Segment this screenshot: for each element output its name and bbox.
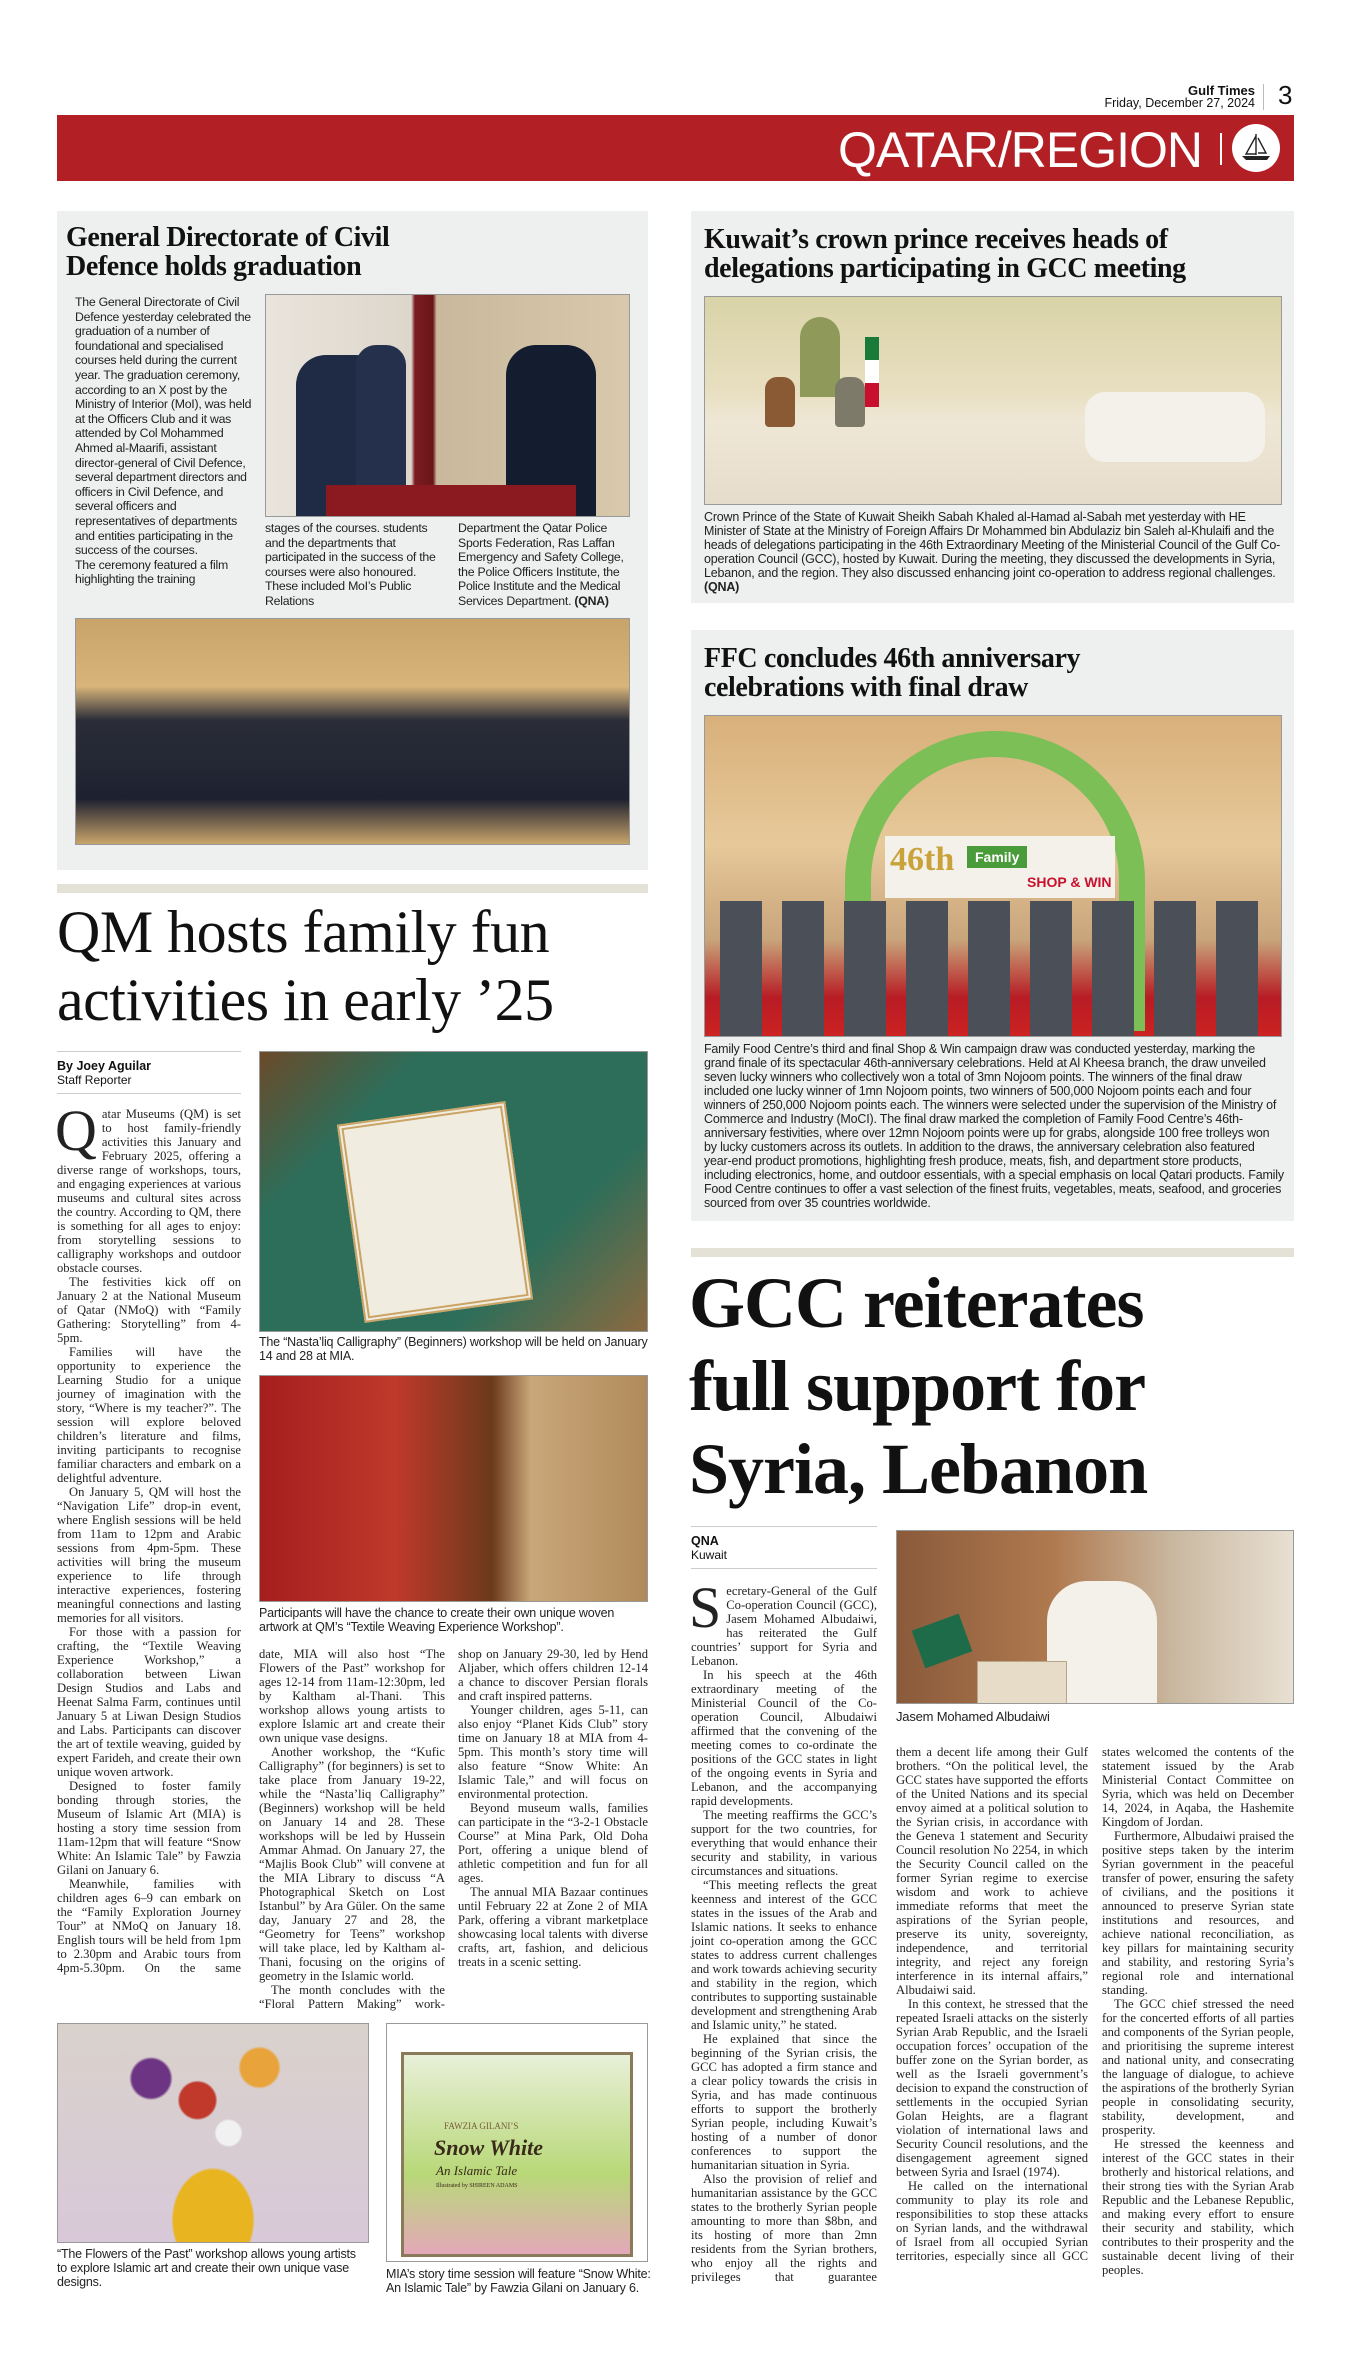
paragraph: Furthermore, Albudaiwi praised the positive steps taken by the interim Syrian government in the peaceful transfer of power, ensuring the safety of civilians, and the positions it announced to preserve Syrian state institutions and resources, and achieve national reconciliation, as key pillars for maintaining security and stability, and restoring Syria’s regional role and international standing. xyxy=(1102,1829,1294,1997)
news-agency-credit: (QNA) xyxy=(574,593,609,608)
paragraph: shop on January 29-30, led by Hend Aljaber, which offers children 12-14 a chance to discover Persian florals and craft inspired patterns. xyxy=(458,1647,648,1703)
book-illustrator: Illustrated by SHIREEN ADAMS xyxy=(436,2183,518,2189)
qm-col2 xyxy=(259,1647,445,2011)
qm-headline xyxy=(57,898,554,1034)
paragraph: Also the provision of relief and humanitarian assistance by the GCC states to the brotherly Syrian people amounting to more than $8bn, and its hosting of more than 2mn residents from the Syrian brothers, who enjoy all the rights and privileges that guarantee xyxy=(691,2172,877,2284)
kuwait-article xyxy=(691,211,1294,603)
issue-date: Friday, December 27, 2024 xyxy=(1104,96,1255,110)
graduation-handshake-photo xyxy=(265,294,630,517)
body-text: Department the Qatar Police Sports Federation, Ras Laffan Emergency and Safety College, the Police Officers Institute, the Police Institute and the Medical Services Department. xyxy=(458,521,624,608)
ffc-caption: Family Food Centre’s third and final Shop & Win campaign draw was conducted yesterday, marking the grand finale of its spectacular 46th-anniversary celebrations. Held at Al Kheesa branch, the draw unveiled seven lucky winners who collectively won a total of 3mn Nojoom points. The winners of the final draw included one lucky winner of 1mn Nojoom points, two winners of 500,000 Nojoom points each and four winners of 250,000 Nojoom points each. The winners were selected under the supervision of the Ministry of Commerce and Industry (MoCI). The final draw marked the completion of Family Food Centre’s 46th-anniversary festivities, where over 12mn Nojoom points were up for grabs, alongside 100 free trolleys won by lucky customers across its outlets. In addition to the draws, the anniversary celebration also featured year-end product promotions, highlighting fresh produce, meats, fish, and department store products, including electronics, home, and outdoor essentials, with a special emphasis on local Qatari products. Family Food Centre continues to offer a vast selection of the finest fruits, vegetables, meats, seafood, and groceries sourced from over 35 countries worldwide. xyxy=(704,1042,1284,1210)
crown-prince-meeting-photo xyxy=(704,296,1282,505)
paragraph: The GCC chief stressed the need for the concerted efforts of all parties and components of the Syrian people, and prioritising the supreme interest and national unity, and consecrating the language of dialogue, to achieve the aspirations of the brotherly Syrian people in consolidating security, stability, development, and prosperity. xyxy=(1102,1997,1294,2137)
banner-divider xyxy=(1220,133,1222,165)
civil-defence-col2: stages of the courses. students and the departments that participated in the success of the courses were also honoured. These included MoI’s Public Relations xyxy=(265,521,436,608)
paragraph: The annual MIA Bazaar continues until February 22 at Zone 2 of MIA Park, offering a vibrant marketplace showcasing local talents with diverse crafts, art, fashion, and delicious treats in a scenic setting. xyxy=(458,1885,648,1969)
headline-line: full support for xyxy=(689,1346,1146,1426)
paragraph: Younger children, ages 5-11, can also enjoy “Planet Kids Club” story time on January 18 at MIA from 4-5pm. This month’s story time will also feature “Snow White: An Islamic Tale,” and will focus on environmental protection. xyxy=(458,1703,648,1801)
paragraph: He called on the international community to play its role and responsibilities to stop these attacks on Syrian lands, and the withdrawal of Israel from all occupied Syrian territories, especially since all GCC xyxy=(896,2179,1088,2263)
headline-line: FFC concludes 46th anniversary xyxy=(704,643,1081,674)
news-agency: QNA xyxy=(691,1534,719,1548)
sign-46th: 46th xyxy=(890,841,955,878)
book-title: Snow White xyxy=(434,2135,544,2160)
news-agency-credit: (QNA) xyxy=(704,580,740,594)
flowers-caption: “The Flowers of the Past” workshop allows young artists to explore Islamic art and create their own unique vase designs. xyxy=(57,2247,356,2289)
sign-family: Family xyxy=(967,846,1027,868)
paragraph: The festivities kick off on January 2 at the National Museum of Qatar (NMoQ) with “Family Gathering: Storytelling” from 4-5pm. xyxy=(57,1275,241,1345)
drop-cap: S xyxy=(689,1575,722,1640)
ffc-article xyxy=(691,630,1294,1221)
paragraph: Families will have the opportunity to experience the Learning Studio for a unique journey of imagination with the story, “Where is my teacher?”. The session will explore beloved children’s literature and films, inviting participants to recognise familiar characters and embark on a delightful adventure. xyxy=(57,1345,241,1485)
dateline: Kuwait xyxy=(691,1548,728,1562)
gcc-col2 xyxy=(896,1745,1088,2263)
headline-line: activities in early ’25 xyxy=(57,967,554,1033)
paragraph: He stressed the keenness and interest of the GCC states in their brotherly and historical relations, and their strong ties with the Syrian Arab Republic and the Lebanese Republic, and making every effort to ensure their security and stability, which contributes to their prosperity and the sustainable decent living of their peoples. xyxy=(1102,2137,1294,2277)
qm-byline xyxy=(57,1051,241,1094)
paragraph: The meeting reaffirms the GCC’s support for the two countries, for everything that would enhance their security and stability, in various circumstances and situations. xyxy=(691,1808,877,1878)
paragraph: He explained that since the beginning of the Syrian crisis, the GCC has adopted a firm stance and a clear policy towards the crisis in Syria, and has made continuous efforts to support the brotherly Syrian people, including Kuwait’s hosting of a number of donor conferences to support the humanitarian situation in Syria. xyxy=(691,2032,877,2172)
gcc-byline xyxy=(691,1526,877,1569)
masthead-divider xyxy=(1263,84,1264,110)
paragraph: ecretary-General of the Gulf Co-operation Council (GCC), Jasem Mohamed Albudaiwi, has reiterated the Gulf countries’ support for Syria and Lebanon. xyxy=(691,1584,877,1668)
headline-line: Defence holds graduation xyxy=(66,251,362,282)
civil-defence-headline xyxy=(66,223,389,281)
headline-line: Kuwait’s crown prince receives heads of xyxy=(704,224,1168,255)
section-rule xyxy=(691,1248,1294,1257)
paragraph: Another workshop, the “Kufic Calligraphy” (for beginners) is set to take place from January 19-22, while the “Nasta’liq Calligraphy” (Beginners) workshop will be held on January 14 and 28. These workshops will be led by Hussein Ammar Ahmad. On January 27, the “Majlis Book Club” will convene at the MIA Library to discuss “A Photographical Sketch on Lost Istanbul” by Ara Güler. On the same day, January 27 and 28, the “Geometry for Teens” workshop will take place, led by Kaltham al-Thani, focusing on the origins of geometry in the Islamic world. xyxy=(259,1745,445,1983)
qm-col3 xyxy=(458,1647,648,1969)
snow-white-caption: MIA’s story time session will feature “Snow White: An Islamic Tale” by Fawzia Gilani on January 6. xyxy=(386,2267,651,2295)
paragraph: states welcomed the contents of the statement issued by the Arab Ministerial Contact Committee on Syria, which was held on December 14, 2024, in Aqaba, the Hashemite Kingdom of Jordan. xyxy=(1102,1745,1294,1829)
paragraph: On January 5, QM will host the “Navigation Life” drop-in event, where English sessions will be held from 11am to 12pm and Arabic sessions from 4pm-5pm. These activities will bring the museum experience to life through interactive experiences, fostering meaningful connections and lasting memories for all visitors. xyxy=(57,1485,241,1625)
graduation-auditorium-photo xyxy=(75,618,630,845)
section-rule xyxy=(57,884,648,893)
headline-line: General Directorate of Civil xyxy=(66,222,390,253)
paragraph: date, MIA will also host “The Flowers of the Past” workshop for ages 12-14 from 11am-12:30pm, led by Kaltham al-Thani. This workshop allows young artists to explore Islamic art and create their own unique vase designs. xyxy=(259,1647,445,1745)
ffc-headline xyxy=(704,644,1080,702)
headline-line: delegations participating in GCC meeting xyxy=(704,253,1186,284)
calligraphy-caption: The “Nasta’liq Calligraphy” (Beginners) workshop will be held on January 14 and 28 at MIA. xyxy=(259,1335,648,1363)
paragraph: Meanwhile, families with children ages 6–9 can embark on the “Family Exploration Journey Tour” at NMoQ on January 18. English tours will be held from 1pm to 2.30pm and Arabic tours from 4pm-5.30pm. On the same xyxy=(57,1877,241,1975)
textile-caption: Participants will have the chance to create their own unique woven artwork at QM’s “Textile Weaving Experience Workshop”. xyxy=(259,1606,615,1634)
people-group xyxy=(720,901,1270,1037)
qm-col1 xyxy=(55,1098,241,1975)
book-subtitle: An Islamic Tale xyxy=(436,2163,518,2178)
body-text: The ceremony featured a film highlighting the training xyxy=(75,557,228,587)
masthead xyxy=(1104,84,1255,110)
headline-line: QM hosts family fun xyxy=(57,899,550,965)
section-title: QATAR/REGION xyxy=(838,122,1202,178)
dhow-icon xyxy=(1232,124,1280,172)
newspaper-name: Gulf Times xyxy=(1188,83,1255,98)
paragraph: “This meeting reflects the great keenness and interest of the GCC states in the issues of the Arab and Islamic nations. It seeks to enhance joint co-operation among the GCC states to address current challenges and work towards achieving security and stability in the region, which contributes to supporting sustainable development and strengthening Arab and Islamic unity,” he stated. xyxy=(691,1878,877,2032)
civil-defence-col3 xyxy=(458,521,634,609)
drop-cap: Q xyxy=(55,1098,97,1163)
headline-line: Syria, Lebanon xyxy=(689,1429,1148,1509)
paragraph: atar Museums (QM) is set to host family-friendly activities this January and February 2025, offering a diverse range of workshops, tours, and engaging experiences at various museums and cultural sites across the country. According to QM, there is something for all ages to enjoy: from storytelling sessions to calligraphy workshops and outdoor obstacle courses. xyxy=(57,1107,241,1275)
author-name: By Joey Aguilar xyxy=(57,1059,152,1073)
civil-defence-col1 xyxy=(75,295,253,587)
headline-line: celebrations with final draw xyxy=(704,672,1029,703)
body-text: The General Directorate of Civil Defence yesterday celebrated the graduation of a number of foundational and specialised courses held during the current year. The graduation ceremony, according to an X post by the Ministry of Interior (MoI), was held at the Officers Club and it was attended by Col Mohammed Ahmed al-Maarifi, assistant director-general of Civil Defence, several department directors and officers in Civil Defence, and several officers and representatives of departments and entities participating in the success of the courses. xyxy=(75,295,252,558)
civil-defence-article xyxy=(57,211,648,870)
gcc-col1 xyxy=(689,1575,877,2284)
albudaiwi-photo xyxy=(896,1530,1294,1704)
paragraph: The month concludes with the “Floral Pattern Making” work- xyxy=(259,1983,445,2011)
sign-shop-win: SHOP & WIN xyxy=(1027,874,1112,890)
paragraph: In his speech at the 46th extraordinary meeting of the Ministerial Council of the Co-operation Council, Albudaiwi affirmed that the convening of the meeting comes to co-ordinate the positions of the GCC states in light of the ongoing events in Syria and Lebanon, and the accompanying rapid developments. xyxy=(691,1668,877,1808)
calligraphy-photo xyxy=(259,1051,648,1332)
author-role: Staff Reporter xyxy=(57,1073,132,1087)
section-banner xyxy=(57,115,1294,181)
caption-text: Crown Prince of the State of Kuwait Sheikh Sabah Khaled al-Hamad al-Sabah met yesterday with HE Minister of State at the Ministry of Foreign Affairs Dr Mohammed bin Abdulaziz bin Saleh al-Khulaifi and the heads of delegations participating in the 46th Extraordinary Meeting of the Ministerial Council of the Gulf Co-operation Council (GCC), hosted by Kuwait. During the meeting, they discussed the developments in Syria, Lebanon, and the region. They also discussed enhancing joint co-operation to address regional challenges. xyxy=(704,510,1281,580)
headline-line: GCC reiterates xyxy=(689,1263,1144,1343)
gcc-headline xyxy=(689,1262,1147,1511)
albudaiwi-caption: Jasem Mohamed Albudaiwi xyxy=(896,1709,1050,1724)
textile-weaving-photo xyxy=(259,1375,648,1602)
kuwait-headline xyxy=(704,225,1186,283)
snow-white-book-photo xyxy=(386,2023,648,2262)
paragraph: them a decent life among their Gulf brothers. “On the political level, the GCC states have supported the efforts of the United Nations and its special envoy aimed at a political solution to the Syrian crisis, in accordance with the Geneva 1 statement and Security Council resolution No 2254, in which the Security Council called on the former Syrian regime to exercise wisdom and work to achieve immediate reforms that meet the aspirations of the Syrian people, preserve its unity, sovereignty, independence, and territorial integrity, and reject any foreign interference in its internal affairs,” Albudaiwi said. xyxy=(896,1745,1088,1997)
paragraph: Beyond museum walls, families can participate in the “3-2-1 Obstacle Course” at Mina Park, Old Doha Port, offering a unique blend of athletic competition and fun for all ages. xyxy=(458,1801,648,1885)
paragraph: In this context, he stressed that the repeated Israeli attacks on the sisterly Syrian Arab Republic, and the Israeli occupation forces’ occupation of the buffer zone on the Syrian border, as well as the Israeli government’s decision to expand the construction of settlements in the occupied Syrian Golan Heights, are a flagrant violation of international laws and Security Council resolutions, and the disengagement agreement signed between Syria and Israel (1974). xyxy=(896,1997,1089,2179)
kuwait-caption xyxy=(704,510,1284,594)
flowers-vase-photo xyxy=(57,2023,369,2243)
book-author: FAWZIA GILANI’S xyxy=(444,2121,519,2131)
paragraph: Designed to foster family bonding through stories, the Museum of Islamic Art (MIA) is hosting a story time session from 11am-12pm that will feature “Snow White: An Islamic Tale” by Fawzia Gilani on January 6. xyxy=(57,1779,241,1877)
page-number: 3 xyxy=(1278,80,1293,110)
paragraph: For those with a passion for crafting, the “Textile Weaving Experience Workshop,” a collaboration between Liwan Design Studios and Labs and Heenat Salma Farm, continues until January 5 at Liwan Design Studios and Labs. Participants can discover the art of textile weaving, guided by expert Farideh, and create their own unique woven artwork. xyxy=(57,1625,241,1779)
ffc-draw-photo xyxy=(704,715,1282,1037)
gcc-col3 xyxy=(1102,1745,1294,2277)
